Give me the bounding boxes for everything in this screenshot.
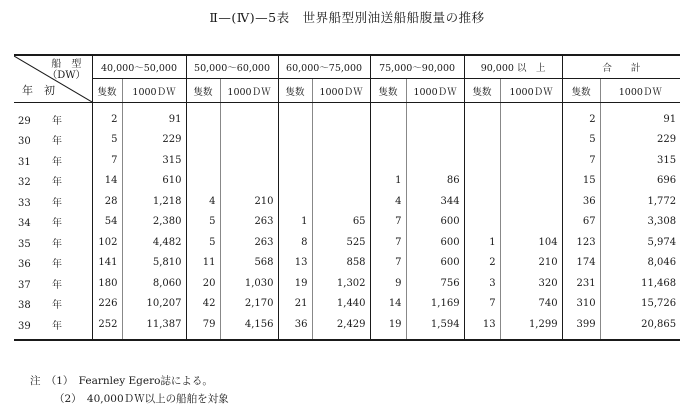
count-cell: 102	[92, 232, 122, 253]
dw-cell: 4,156	[220, 314, 278, 340]
count-cell: 28	[92, 191, 122, 212]
dw-cell: 2,429	[312, 314, 370, 340]
year-suffix: 年	[52, 218, 62, 230]
count-cell	[278, 103, 312, 130]
dw-cell: 91	[122, 103, 186, 130]
dw-cell: 696	[600, 171, 680, 192]
year-cell	[14, 232, 92, 253]
dw-cell	[220, 150, 278, 171]
dw-cell: 15,726	[600, 294, 680, 315]
count-cell: 54	[92, 212, 122, 233]
year-cell	[14, 130, 92, 151]
dw-cell: 8,046	[600, 253, 680, 274]
dw-cell: 1,169	[406, 294, 464, 315]
year-suffix: 年	[52, 115, 62, 127]
dw-cell	[220, 171, 278, 192]
dw-cell	[500, 171, 562, 192]
year-cell	[14, 294, 92, 315]
count-cell	[186, 150, 220, 171]
count-cell: 1	[278, 212, 312, 233]
subheader-dw: 1000ＤＷ	[500, 79, 562, 103]
subheader-dw: 1000ＤＷ	[312, 79, 370, 103]
year-suffix: 年	[52, 259, 62, 271]
year-number: 38	[18, 300, 31, 312]
count-cell	[278, 171, 312, 192]
count-cell: 123	[562, 232, 600, 253]
dw-cell	[500, 212, 562, 233]
count-cell: 7	[92, 150, 122, 171]
year-suffix: 年	[52, 238, 62, 250]
count-cell	[278, 191, 312, 212]
count-cell	[464, 103, 500, 130]
dw-cell: 1,772	[600, 191, 680, 212]
dw-cell: 10,207	[122, 294, 186, 315]
group-header-75k: 75,000～90,000	[370, 55, 464, 79]
table-row	[14, 253, 680, 274]
year-cell	[14, 171, 92, 192]
corner-type-label: 船 型	[51, 59, 82, 70]
count-cell: 14	[370, 294, 406, 315]
dw-cell	[406, 130, 464, 151]
table-row	[14, 171, 680, 192]
dw-cell: 4,482	[122, 232, 186, 253]
count-cell: 36	[278, 314, 312, 340]
dw-cell: 320	[500, 273, 562, 294]
count-cell	[186, 103, 220, 130]
count-cell: 15	[562, 171, 600, 192]
count-cell: 20	[186, 273, 220, 294]
dw-cell: 315	[600, 150, 680, 171]
count-cell	[464, 191, 500, 212]
count-cell: 67	[562, 212, 600, 233]
dw-cell: 86	[406, 171, 464, 192]
year-suffix: 年	[52, 300, 62, 312]
group-header-total: 合 計	[562, 55, 680, 79]
dw-cell: 3,308	[600, 212, 680, 233]
table-row	[14, 103, 680, 130]
dw-cell	[406, 150, 464, 171]
dw-cell: 65	[312, 212, 370, 233]
count-cell	[464, 171, 500, 192]
table-row	[14, 150, 680, 171]
count-cell: 21	[278, 294, 312, 315]
dw-cell: 858	[312, 253, 370, 274]
table-row	[14, 191, 680, 212]
subheader-count: 隻数	[370, 79, 406, 103]
year-number: 36	[18, 259, 31, 271]
count-cell: 7	[370, 212, 406, 233]
dw-cell	[312, 130, 370, 151]
dw-cell	[312, 150, 370, 171]
year-suffix: 年	[52, 197, 62, 209]
count-cell: 399	[562, 314, 600, 340]
dw-cell	[500, 103, 562, 130]
table-row	[14, 130, 680, 151]
table-row	[14, 232, 680, 253]
dw-cell: 1,030	[220, 273, 278, 294]
count-cell: 1	[370, 171, 406, 192]
table-row	[14, 273, 680, 294]
count-cell: 2	[464, 253, 500, 274]
year-cell	[14, 212, 92, 233]
year-cell	[14, 253, 92, 274]
year-number: 31	[18, 156, 31, 168]
dw-cell: 229	[122, 130, 186, 151]
count-cell: 36	[562, 191, 600, 212]
subheader-count: 隻数	[92, 79, 122, 103]
subheader-dw: 1000ＤＷ	[600, 79, 680, 103]
table-title: Ⅱ—(Ⅳ)—5表 世界船型別油送船船腹量の推移	[209, 10, 485, 25]
count-cell	[370, 150, 406, 171]
year-suffix: 年	[52, 279, 62, 291]
year-number: 29	[18, 115, 31, 127]
table-row	[14, 314, 680, 340]
dw-cell: 229	[600, 130, 680, 151]
subheader-dw: 1000ＤＷ	[220, 79, 278, 103]
count-cell: 4	[186, 191, 220, 212]
count-cell: 11	[186, 253, 220, 274]
subheader-count: 隻数	[562, 79, 600, 103]
count-cell: 5	[186, 212, 220, 233]
count-cell	[186, 130, 220, 151]
table-row	[14, 294, 680, 315]
note-1: 注 （1） Fearnley Egero誌による。	[30, 375, 213, 387]
count-cell	[370, 103, 406, 130]
year-cell	[14, 191, 92, 212]
dw-cell	[220, 103, 278, 130]
count-cell: 1	[464, 232, 500, 253]
dw-cell: 5,810	[122, 253, 186, 274]
dw-cell: 756	[406, 273, 464, 294]
group-header-90k: 90,000 以 上	[464, 55, 562, 79]
dw-cell	[312, 191, 370, 212]
subheader-dw: 1000ＤＷ	[122, 79, 186, 103]
count-cell: 19	[278, 273, 312, 294]
count-cell: 42	[186, 294, 220, 315]
year-cell	[14, 314, 92, 340]
dw-cell: 1,440	[312, 294, 370, 315]
table-row	[14, 212, 680, 233]
count-cell: 13	[464, 314, 500, 340]
group-header-40k: 40,000～50,000	[92, 55, 186, 79]
subheader-count: 隻数	[464, 79, 500, 103]
count-cell	[464, 130, 500, 151]
count-cell	[278, 130, 312, 151]
notes	[30, 372, 229, 408]
count-cell: 7	[464, 294, 500, 315]
count-cell	[464, 150, 500, 171]
dw-cell: 344	[406, 191, 464, 212]
dw-cell: 263	[220, 232, 278, 253]
count-cell: 19	[370, 314, 406, 340]
dw-cell: 1,218	[122, 191, 186, 212]
dw-cell: 104	[500, 232, 562, 253]
dw-cell: 11,387	[122, 314, 186, 340]
count-cell: 226	[92, 294, 122, 315]
count-cell: 5	[186, 232, 220, 253]
count-cell	[186, 171, 220, 192]
dw-cell: 1,594	[406, 314, 464, 340]
dw-cell	[406, 103, 464, 130]
count-cell: 7	[370, 253, 406, 274]
dw-cell: 2,170	[220, 294, 278, 315]
year-number: 34	[18, 218, 31, 230]
dw-cell: 91	[600, 103, 680, 130]
dw-cell: 1,299	[500, 314, 562, 340]
count-cell	[370, 130, 406, 151]
dw-cell: 610	[122, 171, 186, 192]
dw-cell: 2,380	[122, 212, 186, 233]
count-cell: 5	[92, 130, 122, 151]
dw-cell: 8,060	[122, 273, 186, 294]
count-cell: 9	[370, 273, 406, 294]
year-number: 39	[18, 320, 31, 332]
year-number: 37	[18, 279, 31, 291]
dw-cell: 525	[312, 232, 370, 253]
note-2: （2） 40,000ＤＷ以上の船舶を対象	[54, 393, 229, 405]
count-cell: 13	[278, 253, 312, 274]
dw-cell	[500, 130, 562, 151]
count-cell: 8	[278, 232, 312, 253]
year-number: 30	[18, 136, 31, 148]
count-cell: 7	[562, 150, 600, 171]
dw-cell: 11,468	[600, 273, 680, 294]
count-cell: 2	[92, 103, 122, 130]
dw-cell: 210	[220, 191, 278, 212]
count-cell: 231	[562, 273, 600, 294]
dw-cell: 600	[406, 232, 464, 253]
dw-cell: 5,974	[600, 232, 680, 253]
tanker-tonnage-table	[14, 54, 680, 341]
group-header-50k: 50,000～60,000	[186, 55, 278, 79]
count-cell	[464, 212, 500, 233]
count-cell: 7	[370, 232, 406, 253]
subheader-dw: 1000ＤＷ	[406, 79, 464, 103]
dw-cell: 600	[406, 212, 464, 233]
count-cell: 5	[562, 130, 600, 151]
count-cell: 14	[92, 171, 122, 192]
dw-cell	[500, 191, 562, 212]
group-header-60k: 60,000～75,000	[278, 55, 370, 79]
count-cell: 180	[92, 273, 122, 294]
year-cell	[14, 150, 92, 171]
dw-cell	[312, 103, 370, 130]
subheader-count: 隻数	[186, 79, 220, 103]
count-cell: 79	[186, 314, 220, 340]
dw-cell: 210	[500, 253, 562, 274]
count-cell: 252	[92, 314, 122, 340]
subheader-count: 隻数	[278, 79, 312, 103]
corner-unit-label: （DW）	[47, 70, 86, 81]
year-suffix: 年	[52, 156, 62, 168]
count-cell: 141	[92, 253, 122, 274]
dw-cell: 568	[220, 253, 278, 274]
dw-cell	[312, 171, 370, 192]
year-cell	[14, 273, 92, 294]
dw-cell: 740	[500, 294, 562, 315]
dw-cell: 1,302	[312, 273, 370, 294]
dw-cell	[220, 130, 278, 151]
year-number: 32	[18, 177, 31, 189]
dw-cell: 315	[122, 150, 186, 171]
year-suffix: 年	[52, 177, 62, 189]
dw-cell: 600	[406, 253, 464, 274]
dw-cell: 20,865	[600, 314, 680, 340]
year-number: 35	[18, 238, 31, 250]
corner-header	[14, 55, 92, 103]
dw-cell	[500, 150, 562, 171]
count-cell: 310	[562, 294, 600, 315]
count-cell: 3	[464, 273, 500, 294]
count-cell	[278, 150, 312, 171]
year-number: 33	[18, 197, 31, 209]
year-cell	[14, 103, 92, 130]
corner-year-label: 年 初	[22, 84, 55, 97]
count-cell: 2	[562, 103, 600, 130]
year-suffix: 年	[52, 136, 62, 148]
dw-cell: 263	[220, 212, 278, 233]
count-cell: 4	[370, 191, 406, 212]
year-suffix: 年	[52, 320, 62, 332]
count-cell: 174	[562, 253, 600, 274]
